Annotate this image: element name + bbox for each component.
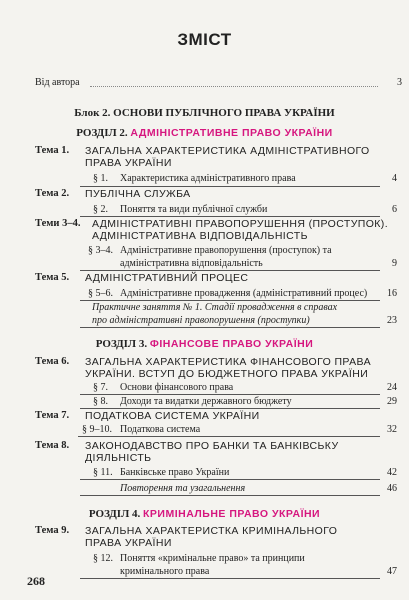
divider — [80, 394, 380, 395]
divider — [80, 495, 380, 496]
toc-entry[interactable]: Основи фінансового права — [120, 382, 234, 393]
page-ref: 46 — [387, 483, 397, 494]
topic-title[interactable]: ЗАГАЛЬНА ХАРАКТЕРИСТИКА ФІНАНСОВОГО ПРАВА — [85, 356, 371, 368]
page-ref: 29 — [387, 396, 397, 407]
section-prefix: РОЗДІЛ 4. — [88, 508, 141, 520]
page-ref: 32 — [387, 424, 397, 435]
section-name: ФІНАНСОВЕ ПРАВО УКРАЇНИ — [149, 338, 314, 350]
paragraph-number: § 7. — [93, 382, 108, 393]
paragraph-number: § 11. — [93, 467, 113, 478]
paragraph-number: § 3–4. — [88, 245, 113, 256]
topic-title[interactable]: УКРАЇНИ. ВСТУП ДО БЮДЖЕТНОГО ПРАВА УКРАЇНИ — [85, 368, 369, 380]
topic-title[interactable]: ПОДАТКОВА СИСТЕМА УКРАЇНИ — [85, 410, 260, 422]
toc-entry[interactable]: Адміністративне правопорушення (проступок) та — [120, 245, 332, 256]
topic-label: Тема 5. — [35, 272, 70, 283]
topic-label: Тема 8. — [35, 440, 70, 451]
section-prefix: РОЗДІЛ 2. — [76, 127, 128, 139]
topic-label: Тема 6. — [35, 356, 70, 367]
toc-entry[interactable]: Характеристика адміністративного права — [120, 173, 296, 184]
toc-entry[interactable]: Поняття та види публічної служби — [120, 204, 268, 215]
divider — [80, 300, 380, 301]
topic-title[interactable]: ПРАВА УКРАЇНИ — [85, 157, 172, 169]
divider — [80, 270, 380, 271]
topic-title[interactable]: АДМІНІСТРАТИВНІ ПРАВОПОРУШЕННЯ (ПРОСТУПОК). — [92, 218, 389, 230]
section-heading-4 — [0, 508, 409, 520]
topic-title[interactable]: ЗАГАЛЬНА ХАРАКТЕРИСТКА КРИМІНАЛЬНОГО — [85, 525, 338, 537]
page-ref: 9 — [392, 258, 397, 269]
section-heading-3 — [0, 338, 409, 350]
topic-title[interactable]: ЗАКОНОДАВСТВО ПРО БАНКИ ТА БАНКІВСЬКУ — [85, 440, 339, 452]
toc-entry[interactable]: Доходи та видатки державного бюджету — [120, 396, 292, 407]
toc-entry[interactable]: кримінального права — [120, 566, 210, 577]
page-title: ЗМІСТ — [177, 30, 232, 49]
topic-title[interactable]: ЗАГАЛЬНА ХАРАКТЕРИСТИКА АДМІНІСТРАТИВНОГО — [85, 145, 370, 157]
topic-label: Тема 2. — [35, 188, 70, 199]
practical-entry[interactable]: Практичне заняття № 1. Стадії провадження в справах — [92, 302, 338, 313]
divider — [80, 186, 380, 187]
section-prefix: РОЗДІЛ 3. — [95, 338, 148, 350]
divider — [80, 578, 380, 579]
paragraph-number: § 2. — [93, 204, 108, 215]
page-ref: 6 — [392, 204, 397, 215]
topic-title[interactable]: ДІЯЛЬНІСТЬ — [85, 452, 152, 464]
divider — [80, 408, 380, 409]
section-name: АДМІНІСТРАТИВНЕ ПРАВО УКРАЇНИ — [130, 127, 333, 139]
topic-title[interactable]: ПУБЛІЧНА СЛУЖБА — [85, 188, 191, 200]
dot-leader — [90, 86, 378, 87]
section-heading-2 — [0, 127, 409, 139]
section-name: КРИМІНАЛЬНЕ ПРАВО УКРАЇНИ — [143, 508, 321, 520]
topic-label: Тема 1. — [35, 145, 70, 156]
topic-title[interactable]: АДМІНІСТРАТИВНИЙ ПРОЦЕС — [85, 272, 249, 284]
topic-title[interactable]: ПРАВА УКРАЇНИ — [85, 537, 172, 549]
page-ref: 3 — [397, 77, 402, 88]
page-ref: 16 — [387, 288, 397, 299]
page-ref: 42 — [387, 467, 397, 478]
topic-title[interactable]: АДМІНІСТРАТИВНА ВІДПОВІДАЛЬНІСТЬ — [92, 230, 308, 242]
toc-entry[interactable]: Адміністративне провадження (адміністративний процес) — [120, 288, 368, 299]
paragraph-number: § 8. — [93, 396, 108, 407]
toc-entry[interactable]: Поняття «кримінальне право» та принципи — [120, 553, 305, 564]
toc-entry-intro[interactable]: Від автора — [35, 77, 80, 88]
page-number: 268 — [27, 574, 45, 588]
block-heading: Блок 2. ОСНОВИ ПУБЛІЧНОГО ПРАВА УКРАЇНИ — [74, 107, 335, 119]
divider — [80, 216, 380, 217]
divider — [80, 479, 380, 480]
topic-label: Тема 9. — [35, 525, 70, 536]
review-entry[interactable]: Повторення та узагальнення — [120, 483, 246, 494]
topic-label: Тема 7. — [35, 410, 70, 421]
toc-entry[interactable]: Банківське право України — [120, 467, 230, 478]
divider — [78, 436, 380, 437]
page-ref: 24 — [387, 382, 397, 393]
toc-entry[interactable]: адміністративна відповідальність — [120, 258, 263, 269]
page-ref: 47 — [387, 566, 397, 577]
divider — [80, 327, 380, 328]
page-ref: 23 — [387, 315, 397, 326]
topic-label: Теми 3–4. — [35, 218, 81, 229]
toc-entry[interactable]: Податкова система — [120, 424, 201, 435]
practical-entry[interactable]: про адміністративні правопорушення (проступки) — [92, 315, 310, 326]
paragraph-number: § 5–6. — [88, 288, 113, 299]
page-ref: 4 — [392, 173, 397, 184]
paragraph-number: § 9–10. — [82, 424, 112, 435]
paragraph-number: § 1. — [93, 173, 108, 184]
paragraph-number: § 12. — [93, 553, 113, 564]
